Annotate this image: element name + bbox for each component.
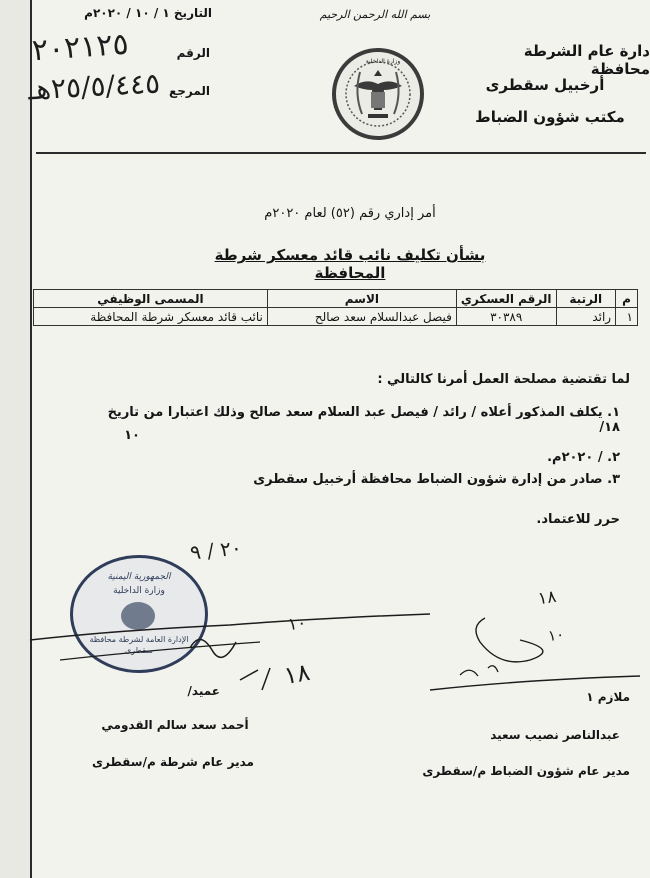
basmala: بسم الله الرحمن الرحيم [319, 8, 431, 21]
left-rank: عميد/ [187, 684, 220, 698]
col-header-index: م [616, 290, 638, 308]
agency-line-3: مكتب شؤون الضباط [475, 108, 625, 126]
handwritten-right-num-1: ١٨ [536, 586, 558, 610]
number-label: الرقم [176, 46, 210, 60]
number-value: ٢٠٢١٢٥ [30, 26, 130, 69]
body-item-2: ٢. / ٢٠٢٠م. [547, 450, 620, 465]
handwritten-left-month: ١٨ [281, 657, 313, 691]
stamp-bottom-text: الإدارة العامة لشرطة محافظة سقطرى [89, 635, 189, 655]
left-name: أحمد سعد سالم القدومي [101, 718, 249, 732]
body-closing: حرر للاعتماد. [536, 512, 620, 527]
handwritten-mid-date: ٢٠ / ٩ [188, 535, 243, 565]
reference-value: ٢٥/٥/٤٤٥هـ [27, 66, 161, 107]
right-name: عبدالناصر نصيب سعيد [490, 728, 620, 742]
cell-index: ١ [616, 308, 638, 326]
cell-name: فيصل عبدالسلام سعد صالح [267, 308, 456, 326]
header-divider [36, 152, 646, 154]
handwritten-right-num-2: ١٠ [546, 624, 566, 646]
stamp-mid-text: وزارة الداخلية [113, 586, 165, 596]
cell-rank: رائد [556, 308, 616, 326]
body-item-1: ١. يكلف المذكور أعلاه / رائد / فيصل عبد السلام سعد صالح وذلك اعتبارا من تاريخ ١٨/ [107, 405, 620, 435]
col-header-name: الاسم [267, 290, 456, 308]
cell-military-number: ٣٠٣٨٩ [456, 308, 556, 326]
table-header-row [34, 290, 638, 308]
body-item-1-cont: ١٠ [124, 428, 140, 443]
agency-line-2: أرخبيل سقطرى [485, 76, 605, 94]
emblem-text: وزارة الداخلية [365, 58, 401, 65]
reference-label: المرجع [169, 84, 210, 98]
date-label: التاريخ ١ / ١٠ / ٢٠٢٠م [84, 6, 212, 20]
right-title: مدير عام شؤون الضباط م/سقطرى [422, 764, 630, 778]
cell-job-title: نائب قائد معسكر شرطة المحافظة [34, 308, 268, 326]
col-header-military-number: الرقم العسكري [456, 290, 556, 308]
right-rank: ملازم ١ [586, 690, 630, 704]
order-subject: بشأن تكليف نائب قائد معسكر شرطة المحافظة [214, 246, 486, 282]
handwritten-left-day: ١٠ [286, 612, 308, 636]
table-row [34, 308, 638, 326]
col-header-rank: الرتبة [556, 290, 616, 308]
stamp-top-text: الجمهورية اليمنية [107, 572, 171, 582]
left-title: مدير عام شرطة م/سقطرى [92, 755, 254, 769]
order-line: أمر إداري رقم (٥٢) لعام ٢٠٢٠م [264, 206, 436, 221]
body-item-3: ٣. صادر من إدارة شؤون الضباط محافظة أرخبيل سقطرى [253, 472, 620, 487]
agency-line-1: دارة عام الشرطة محافظة [523, 42, 650, 78]
personnel-table [33, 289, 638, 326]
col-header-job-title: المسمى الوظيفي [34, 290, 268, 308]
body-intro: لما تقتضية مصلحة العمل أمرنا كالتالي : [377, 372, 630, 387]
